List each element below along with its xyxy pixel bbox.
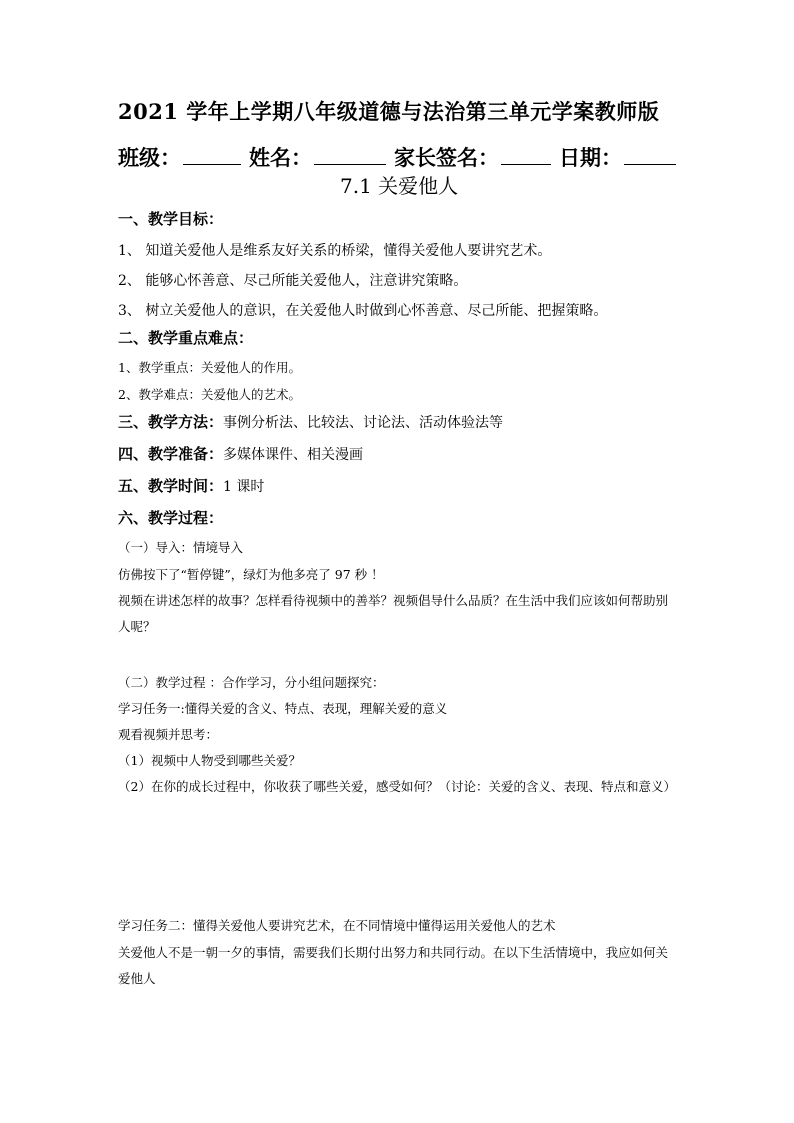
section-time xyxy=(118,475,264,496)
time-value: 1 课时 xyxy=(223,479,265,495)
objective-item: 2、 能够心怀善意、尽己所能关爱他人，注意讲究策略。 xyxy=(118,273,468,289)
section-keypoints-heading: 二、教学重点难点： xyxy=(118,329,254,347)
name-label: 姓名： xyxy=(249,145,312,170)
parent-signature-label: 家长签名： xyxy=(394,145,499,170)
date-label: 日期： xyxy=(559,145,622,170)
section-methods xyxy=(118,411,503,432)
keypoint-item: 1、教学重点：关爱他人的作用。 xyxy=(118,360,301,375)
learning-task-2-text: 关爱他人不是一朝一夕的事情，需要我们长期付出努力和共同行动。在以下生活情境中，我应如何关爱他人 xyxy=(118,945,669,986)
date-blank xyxy=(624,146,676,165)
intro-heading: （一）导入：情境导入 xyxy=(118,540,244,555)
preparation-label: 四、教学准备： xyxy=(118,445,224,463)
name-blank xyxy=(314,146,386,165)
question-2: （2）在你的成长过程中，你收获了哪些关爱，感受如何？（讨论：关爱的含义、表现、特点和意义） xyxy=(118,779,676,794)
learning-task-2: 学习任务二：懂得关爱他人要讲究艺术，在不同情境中懂得运用关爱他人的艺术 xyxy=(118,918,556,933)
section-preparation xyxy=(118,443,363,464)
lesson-title: 7.1 关爱他人 xyxy=(340,174,459,198)
intro-line: 仿佛按下了“暂停键”，绿灯为他多亮了 97 秒 ！ xyxy=(118,567,384,582)
process-part2-heading: （二）教学过程 ：合作学习，分小组问题探究： xyxy=(118,675,385,690)
question-1: （1）视频中人物受到哪些关爱？ xyxy=(118,753,301,768)
objective-item: 3、 树立关爱他人的意识，在关爱他人时做到心怀善意、尽己所能、把握策略。 xyxy=(118,303,608,319)
time-label: 五、教学时间： xyxy=(118,477,224,495)
keypoint-item: 2、教学难点：关爱他人的艺术。 xyxy=(118,387,301,402)
parent-signature-blank xyxy=(501,146,551,165)
intro-questions: 视频在讲述怎样的故事？怎样看待视频中的善举？视频倡导什么品质？在生活中我们应该如何帮助别人呢？ xyxy=(118,593,669,634)
watch-prompt: 观看视频并思考： xyxy=(118,727,219,742)
preparation-value: 多媒体课件、相关漫画 xyxy=(223,447,364,463)
class-blank xyxy=(183,146,241,165)
document-title: 2021 学年上学期八年级道德与法治第三单元学案教师版 xyxy=(118,99,660,124)
methods-label: 三、教学方法： xyxy=(118,413,224,431)
objective-item: 1、 知道关爱他人是维系友好关系的桥梁，懂得关爱他人要讲究艺术。 xyxy=(118,243,552,259)
section-process-heading: 六、教学过程： xyxy=(118,509,224,527)
student-info-row xyxy=(118,142,684,172)
section-objectives-heading: 一、教学目标： xyxy=(118,210,224,228)
class-label: 班级： xyxy=(118,145,181,170)
learning-task-1: 学习任务一:懂得关爱的含义、特点、表现，理解关爱的意义 xyxy=(118,701,448,716)
methods-value: 事例分析法、比较法、讨论法、活动体验法等 xyxy=(223,415,504,431)
